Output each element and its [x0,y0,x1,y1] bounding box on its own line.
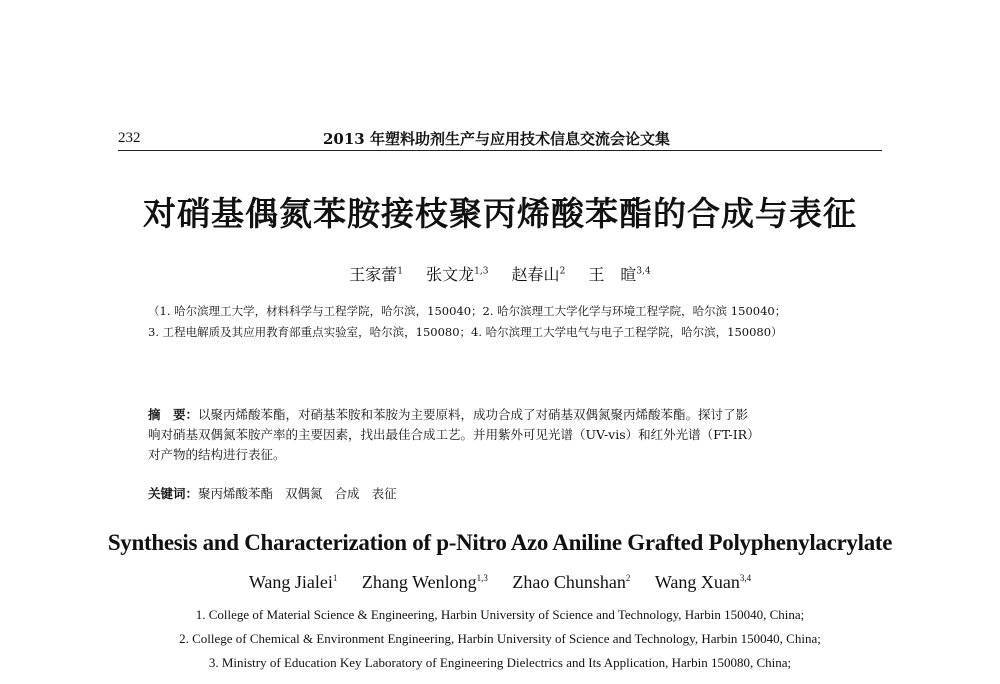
chinese-authors [0,262,1000,285]
chinese-title: 对硝基偶氮苯胺接枝聚丙烯酸苯酯的合成与表征 [143,194,857,233]
author-en-2: Zhang Wenlong$^{1,3}$ [361,572,488,592]
author-en-4: Wang Xuan$^{3,4}$ [654,572,752,592]
keyword: 合成 [334,486,360,501]
affiliation-en-line: 2. College of Chemical & Environment Engineering, Harbin University of Science and Technology, Harbin 150040, China; [179,631,821,646]
author-zh-3: 赵春山$^2$ [511,265,566,284]
author-en-3: Zhao Chunshan$^2$ [512,572,631,592]
chinese-affiliations [148,301,786,343]
keyword: 双偶氮 [285,486,323,501]
abstract-label: 摘 要： [148,407,199,422]
english-affiliations [0,603,1000,675]
abstract-line: 摘 要：以聚丙烯酸苯酯，对硝基苯胺和苯胺为主要原料，成功合成了对硝基双偶氮聚丙烯酸苯酯。探讨了影 [148,407,749,422]
running-head: 2013 年塑料助剂生产与应用技术信息交流会论文集 [323,130,670,148]
author-zh-4: 王 暄$^{3,4}$ [588,265,651,284]
chinese-abstract [148,405,854,465]
author-en-1: Wang Jialei$^1$ [248,572,338,592]
affiliation-en-line: 3. Ministry of Education Key Laboratory of Engineering Dielectrics and Its Application, Harbin 150080, China; [208,655,792,670]
english-title: Synthesis and Characterization of p-Nitro Azo Aniline Grafted Polyphenylacrylate [107,530,893,555]
page-number: 232 [118,130,141,146]
affiliation-zh-line: （1. 哈尔滨理工大学，材料科学与工程学院，哈尔滨，150040；2. 哈尔滨理工大学化学与环境工程学院，哈尔滨 150040； [148,304,787,318]
english-authors [0,572,1000,593]
keywords-label: 关键词： [148,486,199,501]
author-zh-2: 张文龙$^{1,3}$ [426,265,489,284]
affiliation-en-line: 1. College of Material Science & Engineering, Harbin University of Science and Technology, Harbin 150040, China; [195,607,805,622]
affiliation-zh-line: 3. 工程电解质及其应用教育部重点实验室，哈尔滨，150080；4. 哈尔滨理工大学电气与电子工程学院，哈尔滨，150080） [148,325,783,339]
keyword: 聚丙烯酸苯酯 [198,486,274,501]
header-rule [118,150,882,151]
abstract-line: 响对硝基双偶氮苯胺产率的主要因素，找出最佳合成工艺。并用紫外可见光谱（UV-vis）和红外光谱（FT-IR） [148,427,760,442]
chinese-keywords [148,484,409,502]
author-zh-1: 王家蕾$^1$ [349,265,404,284]
page-header [118,124,882,150]
abstract-line: 对产物的结构进行表征。 [148,447,286,462]
keyword: 表征 [371,486,397,501]
